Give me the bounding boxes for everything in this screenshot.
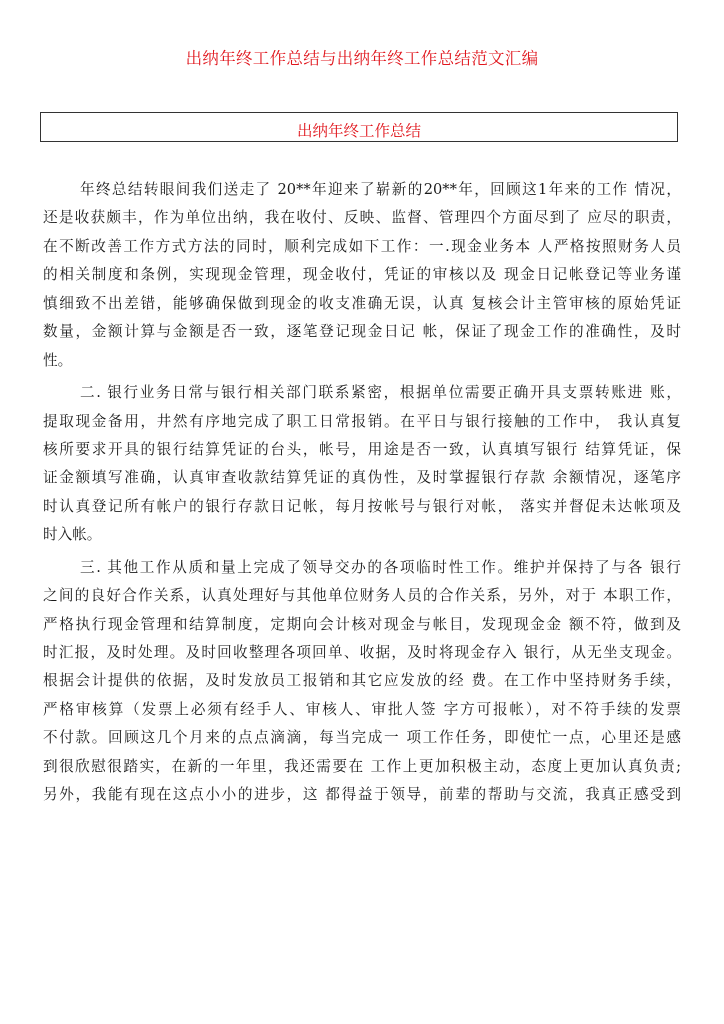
document-body: [43, 176, 681, 810]
paragraph-3-line-8: 到很欣慰很踏实，在新的一年里，我还需要在 工作上更加积极主动，态度上更加认真负责;: [43, 757, 681, 775]
paragraph-2-line-5: 时认真登记所有帐户的银行存款日记帐，每月按帐号与银行对帐， 落实并督促未达帐项及: [43, 497, 681, 515]
paragraph-3-line-9: 另外，我能有现在这点小小的进步，这 都得益于领导，前辈的帮助与交流，我真正感受到: [43, 786, 681, 804]
paragraph-1-line-6: 数量，金额计算与金额是否一致，逐笔登记现金日记 帐，保证了现金工作的准确性，及时: [43, 323, 681, 341]
paragraph-1-line-7: 性。: [43, 351, 73, 369]
paragraph-3-line-6: 严格审核算（发票上必须有经手人、审核人、审批人签 字方可报帐），对不符手续的发票: [43, 700, 681, 718]
paragraph-3-line-7: 不付款。回顾这几个月来的点点滴滴，每当完成一 项工作任务，即使忙一点，心里还是感: [43, 729, 681, 747]
paragraph-2-line-3: 核所要求开具的银行结算凭证的台头，帐号，用途是否一致，认真填写银行 结算凭证，保: [43, 440, 681, 458]
section-heading-box: [40, 112, 678, 142]
paragraph-1-line-1: 年终总结转眼间我们送走了 20**年迎来了崭新的20**年，回顾这1年来的工作 情况，: [80, 181, 681, 198]
paragraph-2-line-4: 证金额填写准确，认真审查收款结算凭证的真伪性，及时掌握银行存款 余额情况，逐笔序: [43, 469, 681, 487]
paragraph-3-line-4: 时汇报，及时处理。及时回收整理各项回单、收据，及时将现金存入 银行，从无坐支现金。: [43, 644, 681, 661]
paragraph-1-line-3: 在不断改善工作方式方法的同时，顺利完成如下工作：一.现金业务本 人严格按照财务人员: [43, 237, 681, 255]
paragraph-1-line-2: 还是收获颇丰，作为单位出纳，我在收付、反映、监督、管理四个方面尽到了 应尽的职责，: [43, 209, 681, 227]
paragraph-3-line-3: 严格执行现金管理和结算制度，定期向会计核对现金与帐目，发现现金金 额不符，做到及: [43, 615, 681, 633]
section-title: 出纳年终工作总结: [296, 122, 421, 140]
paragraph-3-line-5: 根据会计提供的依据，及时发放员工报销和其它应发放的经 费。在工作中坚持财务手续，: [43, 672, 681, 690]
paragraph-3-line-1: 三. 其他工作从质和量上完成了领导交办的各项临时性工作。维护并保持了与各 银行: [80, 558, 681, 576]
paragraph-2-line-1: 二. 银行业务日常与银行相关部门联系紧密，根据单位需要正确开具支票转账进 账，: [80, 384, 681, 402]
paragraph-2-line-6: 时入帐。: [43, 526, 102, 544]
paragraph-3-line-2: 之间的良好合作关系，认真处理好与其他单位财务人员的合作关系，另外，对于 本职工作，: [43, 587, 681, 605]
paragraph-2-line-2: 提取现金备用，井然有序地完成了职工日常报销。在平日与银行接触的工作中， 我认真复: [43, 412, 681, 430]
document-title: 出纳年终工作总结与出纳年终工作总结范文汇编: [185, 49, 539, 68]
paragraph-1-line-4: 的相关制度和条例，实现现金管理，现金收付，凭证的审核以及 现金日记帐登记等业务谨: [43, 266, 681, 284]
paragraph-1-line-5: 慎细致不出差错，能够确保做到现金的收支准确无误，认真 复核会计主管审核的原始凭证: [43, 294, 681, 312]
